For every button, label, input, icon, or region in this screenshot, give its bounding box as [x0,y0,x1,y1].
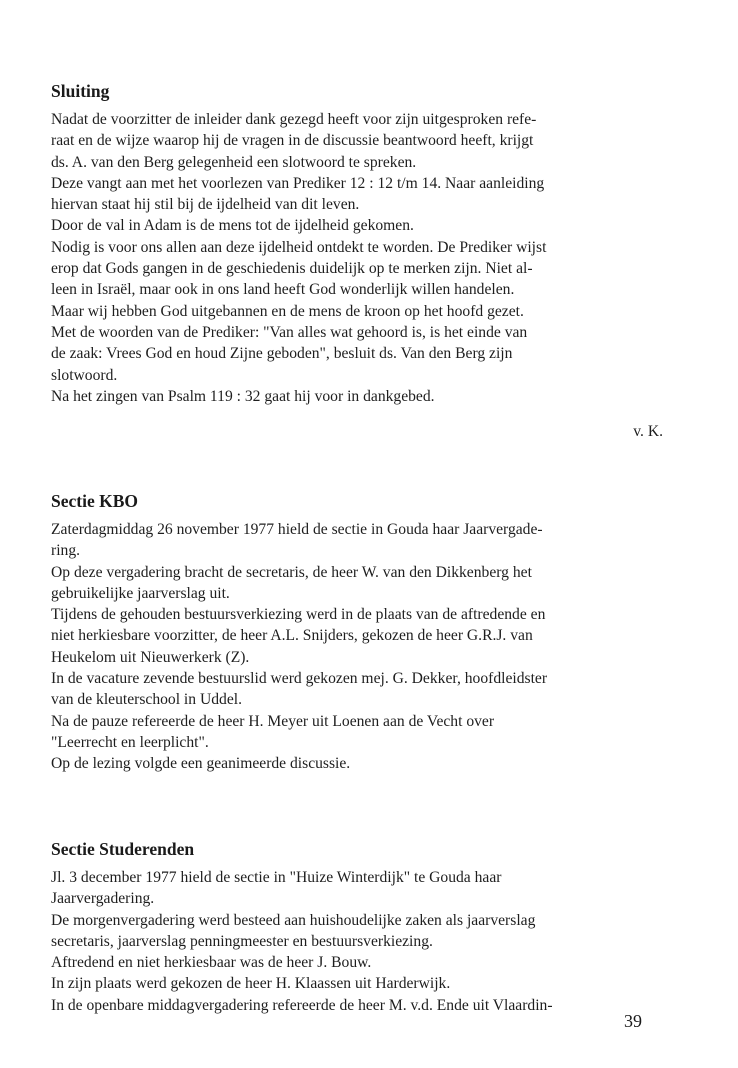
text-line: Nodig is voor ons allen aan deze ijdelheid ontdekt te worden. De Prediker wijst [51,238,547,256]
text-line: erop dat Gods gangen in de geschiedenis duidelijk op te merken zijn. Niet al- [51,260,533,278]
text-line: Nadat de voorzitter de inleider dank gezegd heeft voor zijn uitgesproken refe- [51,111,537,128]
text-line: Zaterdagmiddag 26 november 1977 hield de sectie in Gouda haar Jaarvergade- [51,521,543,538]
text-line: In de vacature zevende bestuurslid werd gekozen mej. G. Dekker, hoofdleidster [51,670,548,688]
text-line: leen in Israël, maar ook in ons land heeft God wonderlijk willen handelen. [51,281,515,299]
text-line: ds. A. van den Berg gelegenheid een slotwoord te spreken. [51,153,417,171]
text-line: ring. [51,542,81,560]
text-line: raat en de wijze waarop hij de vragen in de discussie beantwoord heeft, krijgt [51,132,534,150]
text-line: Heukelom uit Nieuwerkerk (Z). [51,648,250,666]
text-line: niet herkiesbare voorzitter, de heer A.L. Snijders, gekozen de heer G.R.J. van [51,627,533,645]
text-line: Jl. 3 december 1977 hield de sectie in "Huize Winterdijk" te Gouda haar [51,869,502,886]
text-line: hiervan staat hij stil bij de ijdelheid van dit leven. [51,196,360,214]
section-heading: Sectie KBO [51,491,138,511]
text-line: In de openbare middagvergadering refereerde de heer M. v.d. Ende uit Vlaardin- [51,996,553,1014]
text-line: Op de lezing volgde een geanimeerde discussie. [51,755,351,773]
section-body [51,109,671,407]
text-line: Aftredend en niet herkiesbaar was de heer J. Bouw. [51,954,372,972]
text-line: Na het zingen van Psalm 119 : 32 gaat hij voor in dankgebed. [51,387,435,405]
section-body [51,519,671,775]
text-line: Maar wij hebben God uitgebannen en de mens de kroon op het hoofd gezet. [51,302,524,320]
text-line: Tijdens de gehouden bestuursverkiezing werd in de plaats van de aftredende en [51,606,546,624]
text-line: Deze vangt aan met het voorlezen van Prediker 12 : 12 t/m 14. Naar aanleiding [51,174,545,192]
author-signature: v. K. [633,423,663,440]
text-line: Met de woorden van de Prediker: "Van alles wat gehoord is, is het einde van [51,323,528,341]
section-studerenden [51,838,671,1016]
text-line: gebruikelijke jaarverslag uit. [51,584,230,602]
section-body [51,867,671,1016]
text-line: de zaak: Vrees God en houd Zijne geboden", besluit ds. Van den Berg zijn [51,345,513,363]
page-number: 39 [624,1011,642,1031]
section-heading: Sluiting [51,81,110,101]
text-line: In zijn plaats werd gekozen de heer H. Klaassen uit Harderwijk. [51,975,451,993]
section-heading: Sectie Studerenden [51,839,195,859]
text-line: "Leerrecht en leerplicht". [51,733,209,751]
section-sluiting [51,80,671,440]
section-kbo [51,490,671,775]
text-line: slotwoord. [51,366,118,384]
text-line: Na de pauze refereerde de heer H. Meyer uit Loenen aan de Vecht over [51,712,495,730]
text-line: secretaris, jaarverslag penningmeester en bestuursverkiezing. [51,932,433,950]
text-line: Door de val in Adam is de mens tot de ijdelheid gekomen. [51,217,414,235]
text-line: Op deze vergadering bracht de secretaris, de heer W. van den Dikkenberg het [51,563,532,581]
text-line: van de kleuterschool in Uddel. [51,691,242,709]
text-line: Jaarvergadering. [51,890,155,908]
text-line: De morgenvergadering werd besteed aan huishoudelijke zaken als jaarverslag [51,911,536,929]
